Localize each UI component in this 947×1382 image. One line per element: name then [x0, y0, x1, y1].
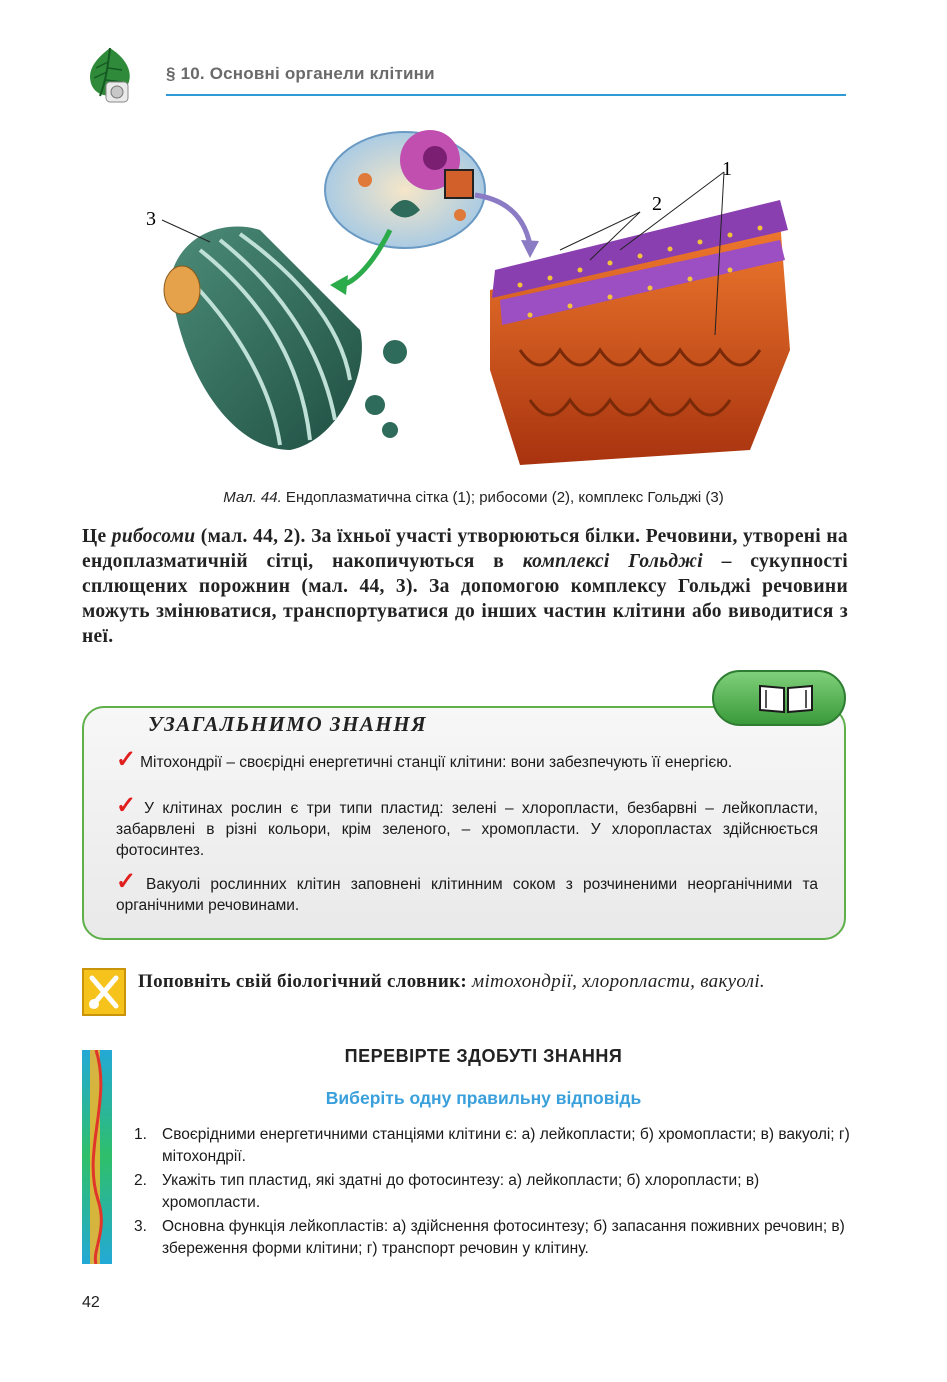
section-title: § 10. Основні органели клітини [166, 64, 435, 83]
question-text: Основна функція лейкопластів: а) здійснення фотосинтезу; б) запасання поживних речовин; в) збереження форми клітини; г) транспорт речовин у клітину. [162, 1218, 845, 1257]
question-text: Укажіть тип пластид, які здатні до фотосинтезу: а) лейкопласти; б) хлоропласти; в) хромопласти. [162, 1172, 760, 1211]
caption-ref: Мал. 44. [223, 489, 282, 506]
test-title: ПЕРЕВІРТЕ ЗДОБУТІ ЗНАННЯ [344, 1046, 623, 1066]
caption-text: Ендоплазматична сітка (1); рибосоми (2), комплекс Гольджі (3) [281, 489, 724, 506]
dictionary-task: Поповніть свій біологічний словник: мітохондрії, хлоропласти, вакуолі. [138, 971, 765, 992]
endoplasmic-reticulum-drawing [490, 200, 790, 465]
question-number: 2. [134, 1172, 147, 1189]
check-icon: ✓ [116, 868, 142, 895]
question-item [134, 1216, 850, 1260]
summary-item: ✓ Вакуолі рослинних клітин заповнені клітинним соком з розчиненими неорганічними та органічними речовинами. [116, 868, 819, 914]
label-2: 2 [652, 193, 662, 215]
check-icon: ✓ [116, 792, 141, 819]
body-paragraph: Це рибосоми (мал. 44, 2). За їхньої участі утворюються білки. Речовини, утворені на ендоплазматичній сітці, накопичуються в комплексі Гольджі – сукупності сплющених порожнин (мал. 44, 3). За допомогою комплексу Гольджі речовини можуть змінюватися, транспортуватися до інших частин клітини або виводитися з неї. [82, 526, 848, 647]
summary-item: ✓ У клітинах рослин є три типи пластид: зелені – хлоропласти, безбарвні – лейкопласти, забарвлені в різні кольори, крім зеленого, – хромопласти. У хлоропластах здійснюється фотосинтез. [116, 792, 819, 859]
label-3: 3 [146, 208, 156, 230]
header-rule [166, 94, 846, 96]
dictionary-icon [82, 968, 126, 1016]
question-item [134, 1124, 850, 1168]
summary-title: УЗАГАЛЬНИМО ЗНАННЯ [148, 712, 428, 736]
book-icon [756, 682, 816, 714]
leaf-section-icon [84, 46, 140, 108]
summary-item: ✓ Мітохондрії – своєрідні енергетичні станції клітини: вони забезпечують її енергією. [116, 746, 733, 773]
cell-overview [325, 130, 485, 248]
decorative-side-stripe [82, 1050, 112, 1264]
question-number: 1. [134, 1126, 147, 1143]
term-golgi: комплексі Гольджі [522, 551, 703, 572]
organelles-illustration [140, 120, 800, 485]
dictionary-terms: мітохондрії, хлоропласти, вакуолі. [472, 971, 765, 992]
label-1: 1 [722, 158, 732, 180]
test-subtitle: Виберіть одну правильну відповідь [325, 1088, 642, 1108]
question-text: Своєрідними енергетичними станціями клітини є: а) лейкопласти; б) хромопласти; в) вакуолі; г) мітохондрії. [162, 1126, 850, 1165]
question-number: 3. [134, 1218, 147, 1235]
check-icon: ✓ [116, 746, 137, 773]
question-item [134, 1170, 850, 1214]
page-number: 42 [82, 1294, 100, 1311]
figure-caption [0, 489, 947, 506]
term-ribosomes: рибосоми [111, 526, 196, 547]
